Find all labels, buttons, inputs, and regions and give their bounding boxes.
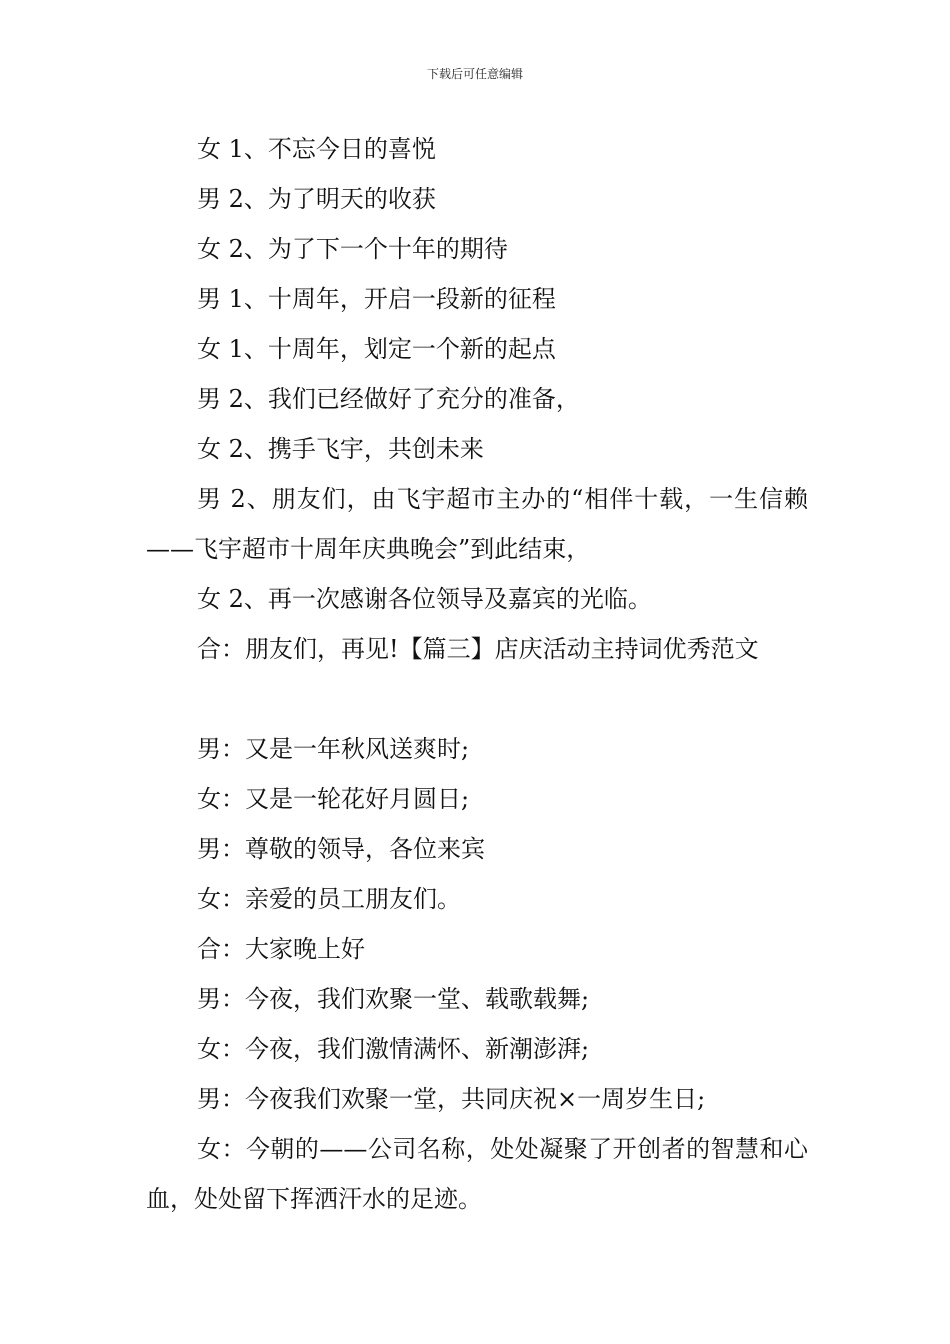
- script-line: 女 2、再一次感谢各位领导及嘉宾的光临。: [197, 585, 652, 613]
- document-body: [146, 124, 808, 1224]
- section-title-line: 合：朋友们，再见!【篇三】店庆活动主持词优秀范文: [197, 635, 759, 663]
- script-line: 女：又是一轮花好月圆日;: [197, 785, 470, 813]
- script-line: 女：今夜，我们激情满怀、新潮澎湃;: [197, 1035, 590, 1063]
- script-line: 男 2、我们已经做好了充分的准备，: [197, 385, 580, 413]
- script-line: 女：今朝的——公司名称，处处凝聚了开创者的智慧和心血，处处留下挥洒汗水的足迹。: [146, 1135, 808, 1213]
- script-line: 女 1、十周年，划定一个新的起点: [197, 335, 556, 363]
- script-line: 男 2、朋友们，由飞宇超市主办的“相伴十载，一生信赖——飞宇超市十周年庆典晚会”到此结束，: [146, 485, 808, 563]
- blank-line: [146, 674, 808, 724]
- page-header: 下载后可任意编辑: [426, 67, 523, 81]
- script-line: 女 2、为了下一个十年的期待: [197, 235, 508, 263]
- script-line: 女：亲爱的员工朋友们。: [197, 885, 461, 913]
- script-line: 合：大家晚上好: [197, 935, 365, 963]
- script-line: 男 2、为了明天的收获: [197, 185, 436, 213]
- script-line: 男 1、十周年，开启一段新的征程: [197, 285, 556, 313]
- script-line: 女 1、不忘今日的喜悦: [197, 135, 436, 163]
- script-line: 男：又是一年秋风送爽时;: [197, 735, 470, 763]
- script-line: 女 2、携手飞宇，共创未来: [197, 435, 484, 463]
- script-line: 男：尊敬的领导，各位来宾: [197, 835, 485, 863]
- script-line: 男：今夜，我们欢聚一堂、载歌载舞;: [197, 985, 590, 1013]
- script-line: 男：今夜我们欢聚一堂，共同庆祝×一周岁生日;: [197, 1085, 706, 1113]
